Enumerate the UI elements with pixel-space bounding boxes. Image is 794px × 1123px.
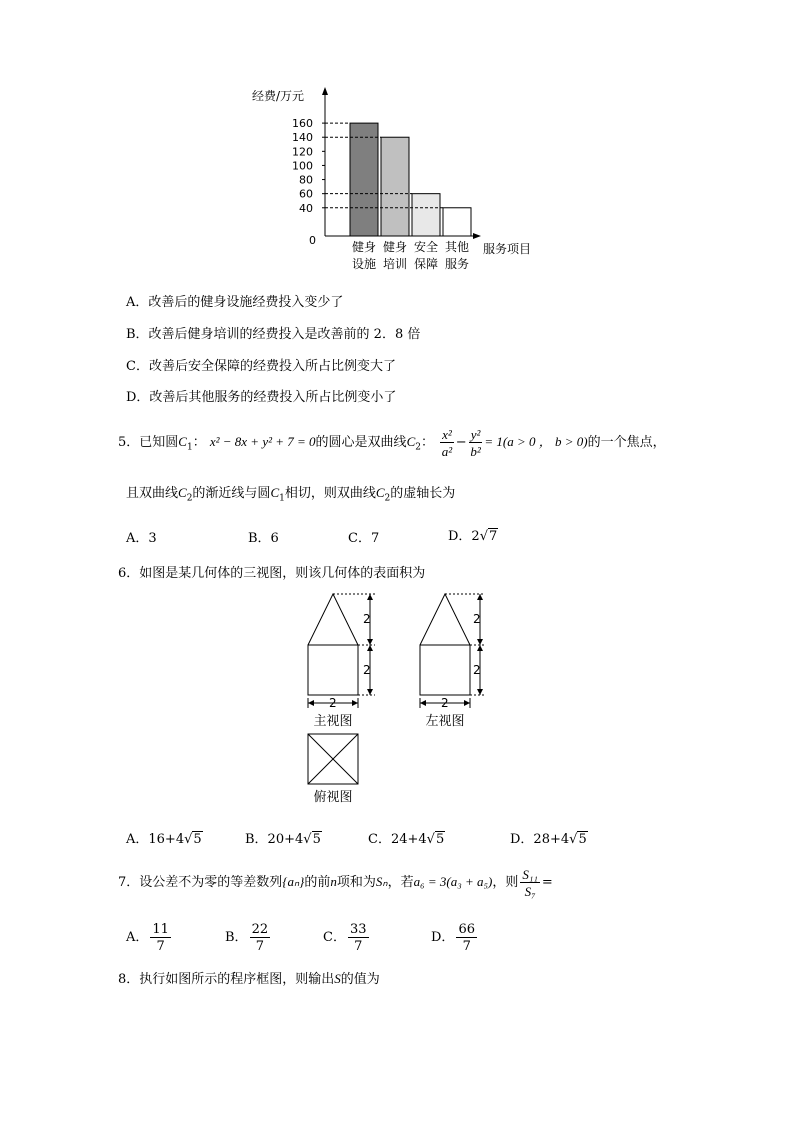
q6-option-d: D．28+4√5 xyxy=(510,832,587,847)
bar-2 xyxy=(381,137,409,236)
front-dim-roof: 2 xyxy=(363,612,371,626)
q7-option-b: B． $\frac{22}{7}$ xyxy=(225,921,269,954)
q7-option-a: A． $\frac{11}{7}$ xyxy=(126,921,169,954)
origin-label: 0 xyxy=(309,234,316,247)
y-tick-label: 160 xyxy=(292,117,313,131)
q5-option-b: B．6 xyxy=(248,531,279,546)
q7-ratio: $\frac{\text{S₁₁}}{\text{S₇}}$ xyxy=(522,866,538,899)
top-view-label: 俯视图 xyxy=(313,790,353,805)
side-view-label: 左视图 xyxy=(425,714,465,729)
y-axis-arrow xyxy=(322,87,328,95)
y-axis-label: 经费/万元 xyxy=(252,89,305,103)
y-tick-label: 40 xyxy=(299,201,313,215)
y-tick-label: 120 xyxy=(292,145,313,159)
q4-option-c: C．改善后安全保障的经费投入所占比例变大了 xyxy=(126,359,396,374)
q5-option-c: C．7 xyxy=(348,531,380,546)
q4-option-d: D．改善后其他服务的经费投入所占比例变小了 xyxy=(126,390,397,405)
q5-frac-y: $\frac{\text{y²}}{\text{b²}}$ xyxy=(470,426,481,459)
x-tick-label: 服务 xyxy=(444,257,470,271)
q7-option-d: D． $\frac{66}{7}$ xyxy=(431,921,475,954)
bar-1 xyxy=(350,123,378,236)
front-dim-wall: 2 xyxy=(363,663,371,677)
y-tick-label: 80 xyxy=(299,173,313,187)
q6-stem: 6．如图是某几何体的三视图，则该几何体的表面积为 xyxy=(118,566,426,581)
side-dim-roof: 2 xyxy=(473,612,481,626)
q6-option-b: B．20+4√5 xyxy=(245,832,321,847)
q4-option-b: B．改善后健身培训的经费投入是改善前的 2．8 倍 xyxy=(126,327,421,342)
q5-frac-x: $\frac{\text{x²}}{\text{a²}}$ xyxy=(441,426,453,459)
x-tick-label: 设施 xyxy=(351,257,377,271)
x-tick-label: 健身 xyxy=(351,240,377,254)
front-dim-width: 2 xyxy=(329,696,337,710)
bar-4 xyxy=(443,208,471,236)
side-dim-wall: 2 xyxy=(473,663,481,677)
q5-circle-equation: x² − 8x + y² + 7 = 0 xyxy=(209,434,316,449)
q5-stem-line2: 且双曲线$C_2$的渐近线与圆$C_1$相切，则双曲线$C_2$的虚轴长为 xyxy=(126,485,456,504)
front-view-label: 主视图 xyxy=(313,714,353,729)
x-tick-label: 健身 xyxy=(382,240,408,254)
bar-chart xyxy=(240,84,560,274)
y-tick-label: 100 xyxy=(292,159,313,173)
x-tick-label: 培训 xyxy=(382,257,408,271)
three-view-figure xyxy=(290,588,490,810)
x-tick-label: 保障 xyxy=(413,257,439,271)
y-tick-label: 140 xyxy=(292,131,313,145)
q5-option-d: D．2√7 xyxy=(448,529,498,544)
q7-option-c: C． $\frac{33}{7}$ xyxy=(323,921,367,954)
q6-option-c: C．24+4√5 xyxy=(368,832,445,847)
q4-option-a: A．改善后的健身设施经费投入变少了 xyxy=(126,295,344,310)
q5-option-a: A．3 xyxy=(126,531,157,546)
q7-stem: 7．设公差不为零的等差数列{aₙ}的前n项和为Sₙ，若a₆ = 3(a₃ + a₅)，则 $\frac{\text{S₁₁}}{\text{S₇}}$ = xyxy=(118,866,553,899)
x-tick-label: 安全 xyxy=(413,240,439,254)
q6-option-a: A．16+4√5 xyxy=(126,832,202,847)
side-dim-width: 2 xyxy=(441,696,449,710)
bar-3 xyxy=(412,194,440,236)
q5-stem-line1: 5．已知圆$C_1$： x² − 8x + y² + 7 = 0的圆心是双曲线$C_2$： $\frac{\text{x²}}{\text{a²}}$ − $\frac{\text{y²}}{\text{b²}}$ = 1(a > 0 ， b > 0)的一个焦点， xyxy=(118,426,666,459)
q8-stem: 8．执行如图所示的程序框图，则输出S的值为 xyxy=(118,971,380,987)
top-view xyxy=(308,734,358,784)
x-axis-label: 服务项目 xyxy=(483,242,532,256)
x-axis-arrow xyxy=(473,233,481,239)
y-tick-label: 60 xyxy=(299,187,313,201)
x-tick-label: 其他 xyxy=(444,240,470,254)
